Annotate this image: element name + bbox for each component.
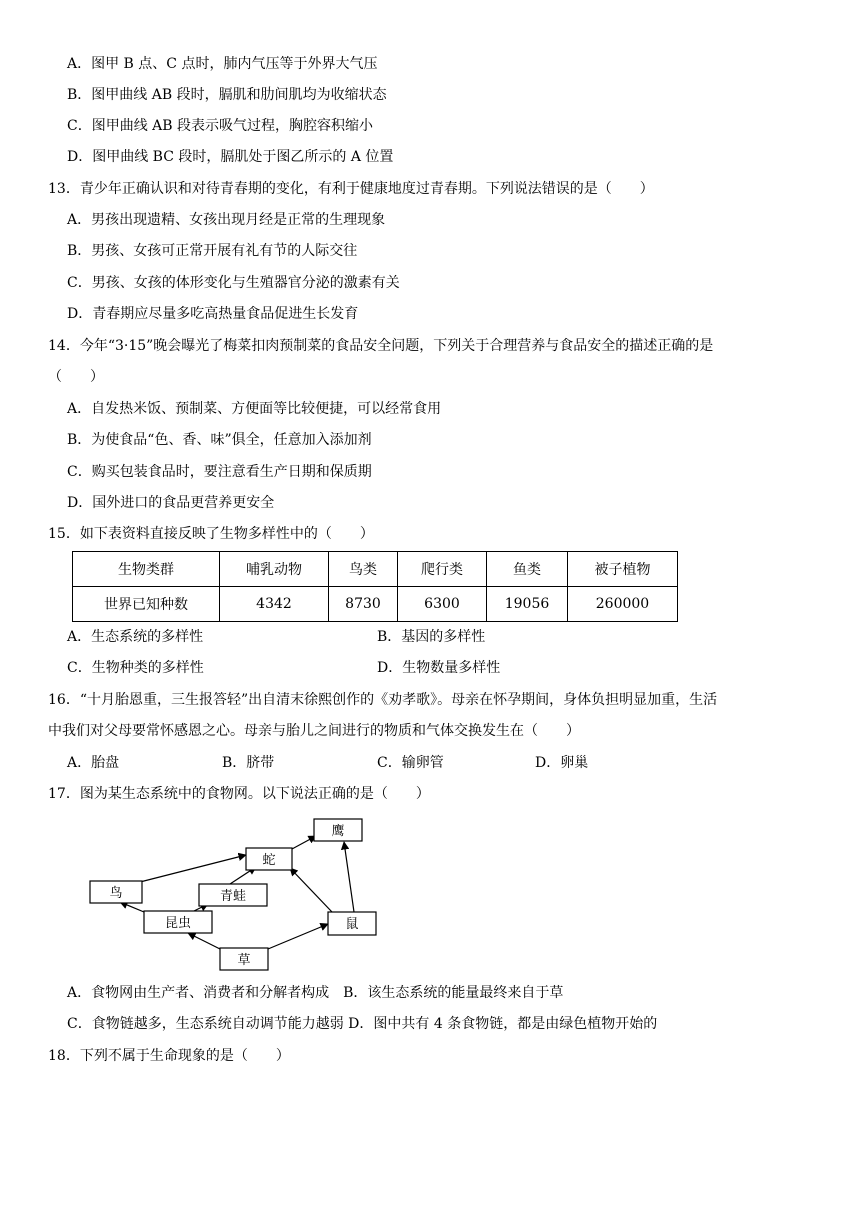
q16-stem: 16．“十月胎恩重，三生报答轻”出自清末徐熙创作的《劝孝歌》。母亲在怀孕期间，身体负担明显加重，生活 — [48, 692, 718, 708]
q17-stem: 17．图为某生态系统中的食物网。以下说法正确的是（ ） — [48, 786, 430, 802]
q16-option-c: C．输卵管 — [377, 755, 444, 771]
q13-option-c: C．男孩、女孩的体形变化与生殖器官分泌的激素有关 — [67, 275, 400, 291]
table-cell: 8730 — [329, 587, 398, 622]
table-cell: 爬行类 — [398, 552, 487, 587]
q14-option-b: B．为使食品“色、香、味”俱全，任意加入添加剂 — [67, 432, 372, 448]
q12-option-d: D．图甲曲线 BC 段时，膈肌处于图乙所示的 A 位置 — [67, 149, 394, 165]
q15-stem: 15．如下表资料直接反映了生物多样性中的（ ） — [48, 526, 374, 542]
food-web-diagram — [80, 812, 410, 974]
node-snake: 蛇 — [262, 853, 276, 868]
q12-option-a: A．图甲 B 点、C 点时，肺内气压等于外界大气压 — [67, 56, 378, 72]
arrow-grass-insect — [188, 933, 220, 949]
q16-option-d: D．卵巢 — [535, 755, 589, 771]
node-bird: 鸟 — [109, 886, 123, 901]
q15-option-d: D．生物数量多样性 — [377, 660, 501, 676]
table-cell: 19056 — [487, 587, 568, 622]
q15-option-b: B．基因的多样性 — [377, 629, 486, 645]
table-row — [73, 587, 678, 622]
q16-stem-cont: 中我们对父母要常怀感恩之心。母亲与胎儿之间进行的物质和气体交换发生在（ ） — [48, 723, 580, 739]
q17-options-cd: C．食物链越多，生态系统自动调节能力越弱 D．图中共有 4 条食物链，都是由绿色植物开始的 — [67, 1016, 658, 1032]
table-cell: 260000 — [568, 587, 678, 622]
q12-option-b: B．图甲曲线 AB 段时，膈肌和肋间肌均为收缩状态 — [67, 87, 387, 103]
node-frog: 青蛙 — [219, 889, 247, 904]
table-cell: 被子植物 — [568, 552, 678, 587]
node-insect: 昆虫 — [164, 916, 192, 931]
arrow-snake-eagle — [292, 836, 316, 849]
q13-option-d: D．青春期应尽量多吃高热量食品促进生长发育 — [67, 306, 359, 322]
table-cell: 鸟类 — [329, 552, 398, 587]
table-cell: 鱼类 — [487, 552, 568, 587]
q14-option-d: D．国外进口的食品更营养更安全 — [67, 495, 275, 511]
q15-option-c: C．生物种类的多样性 — [67, 660, 204, 676]
q12-option-c: C．图甲曲线 AB 段表示吸气过程，胸腔容积缩小 — [67, 118, 374, 134]
q14-option-c: C．购买包装食品时，要注意看生产日期和保质期 — [67, 464, 372, 480]
table-cell: 6300 — [398, 587, 487, 622]
q15-option-a: A．生态系统的多样性 — [67, 629, 204, 645]
q17-options-ab: A．食物网由生产者、消费者和分解者构成 B．该生态系统的能量最终来自于草 — [67, 985, 564, 1001]
table-cell: 4342 — [220, 587, 329, 622]
q13-option-a: A．男孩出现遗精、女孩出现月经是正常的生理现象 — [67, 212, 386, 228]
table-cell: 世界已知种数 — [73, 587, 220, 622]
node-eagle: 鹰 — [331, 824, 345, 839]
q14-stem-cont: （ ） — [48, 369, 104, 385]
node-mouse: 鼠 — [345, 917, 359, 932]
table-cell: 哺乳动物 — [220, 552, 329, 587]
q14-stem: 14．今年“3·15”晚会曝光了梅菜扣肉预制菜的食品安全问题，下列关于合理营养与食品安全的描述正确的是 — [48, 338, 714, 354]
q13-option-b: B．男孩、女孩可正常开展有礼有节的人际交往 — [67, 243, 358, 259]
arrow-mouse-eagle — [344, 842, 354, 912]
arrow-grass-mouse — [268, 924, 328, 949]
species-table — [72, 551, 678, 622]
q14-option-a: A．自发热米饭、预制菜、方便面等比较便捷，可以经常食用 — [67, 401, 442, 417]
q18-stem: 18．下列不属于生命现象的是（ ） — [48, 1048, 290, 1064]
table-cell: 生物类群 — [73, 552, 220, 587]
table-header-row — [73, 552, 678, 587]
node-grass: 草 — [237, 953, 251, 968]
arrow-mouse-snake — [290, 868, 332, 912]
q13-stem: 13．青少年正确认识和对待青春期的变化，有利于健康地度过青春期。下列说法错误的是（ ） — [48, 181, 654, 197]
arrow-bird-snake — [140, 855, 246, 882]
q16-option-a: A．胎盘 — [67, 755, 120, 771]
q16-option-b: B．脐带 — [222, 755, 275, 771]
